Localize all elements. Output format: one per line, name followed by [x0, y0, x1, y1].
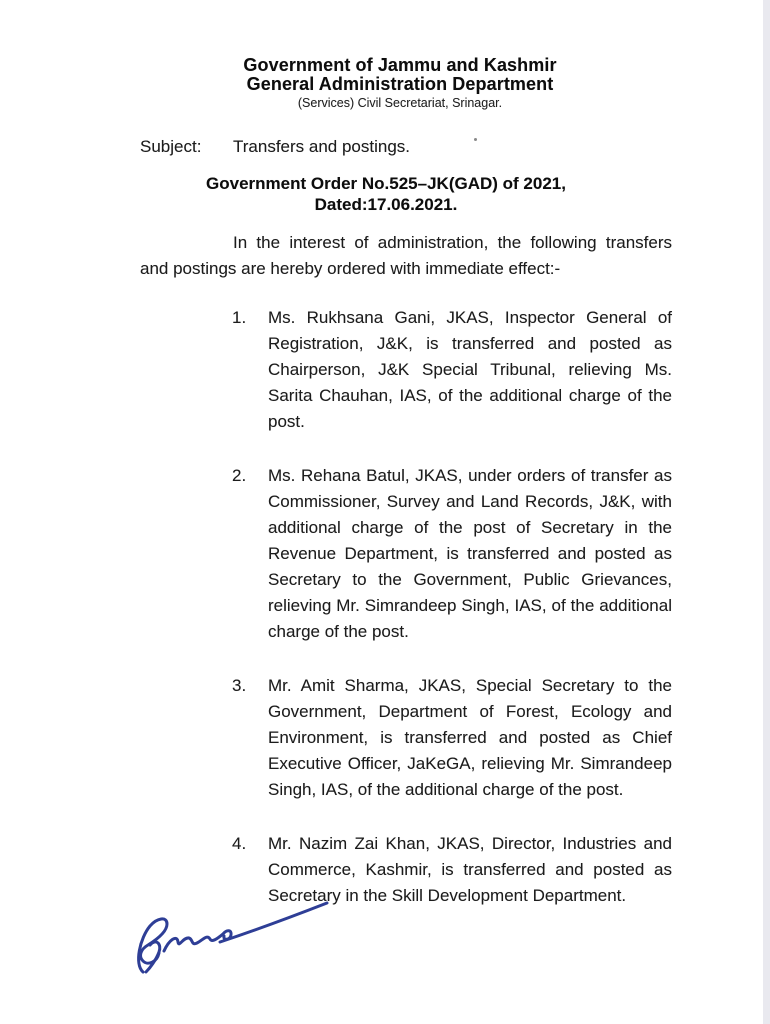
- subject-label: Subject:: [140, 137, 202, 156]
- subject-row: [140, 136, 410, 158]
- list-item-text: Ms. Rehana Batul, JKAS, under orders of transfer as Commissioner, Survey and Land Records, J&K, with additional charge of the post of Secretary in the Revenue Department, is transferred and posted as Secretary to the Government, Public Grievances, relieving Mr. Simrandeep Singh, IAS, of the additional charge of the post.: [268, 466, 672, 641]
- scan-speck-artifact: [474, 138, 477, 141]
- order-number-line: Government Order No.525–JK(GAD) of 2021,: [206, 174, 566, 193]
- order-date-line: Dated:17.06.2021.: [314, 195, 458, 214]
- list-item-text: Ms. Rukhsana Gani, JKAS, Inspector General of Registration, J&K, is transferred and posted as Chairperson, J&K Special Tribunal, relieving Ms. Sarita Chauhan, IAS, of the additional charge of the post.: [268, 308, 672, 431]
- list-item: [232, 673, 672, 803]
- list-item-number: 4.: [232, 834, 247, 853]
- office-address: (Services) Civil Secretariat, Srinagar.: [297, 96, 503, 110]
- subject-value: Transfers and postings.: [233, 137, 411, 156]
- order-heading: [1, 173, 770, 215]
- list-item-number: 2.: [232, 466, 247, 485]
- list-item-text: Mr. Amit Sharma, JKAS, Special Secretary to the Government, Department of Forest, Ecology and Environment, is transferred and posted as Chief Executive Officer, JaKeGA, relieving Mr. Simrandeep Singh, IAS, of the additional charge of the post.: [268, 676, 672, 799]
- handwritten-signature: [126, 888, 338, 982]
- transfer-order-list: [232, 305, 672, 937]
- document-header: [0, 56, 770, 111]
- list-item: [232, 305, 672, 435]
- scan-edge-artifact: [763, 0, 770, 1024]
- list-item-number: 3.: [232, 676, 247, 695]
- list-item-number: 1.: [232, 308, 247, 327]
- department-name: General Administration Department: [246, 74, 554, 94]
- intro-paragraph: In the interest of administration, the following transfers and postings are hereby ordered with immediate effect:-: [140, 233, 672, 278]
- org-name: Government of Jammu and Kashmir: [243, 55, 557, 75]
- list-item-text: Mr. Nazim Zai Khan, JKAS, Director, Industries and Commerce, Kashmir, is transferred and posted as Secretary in the Skill Development Department.: [268, 834, 672, 905]
- list-item: [232, 463, 672, 645]
